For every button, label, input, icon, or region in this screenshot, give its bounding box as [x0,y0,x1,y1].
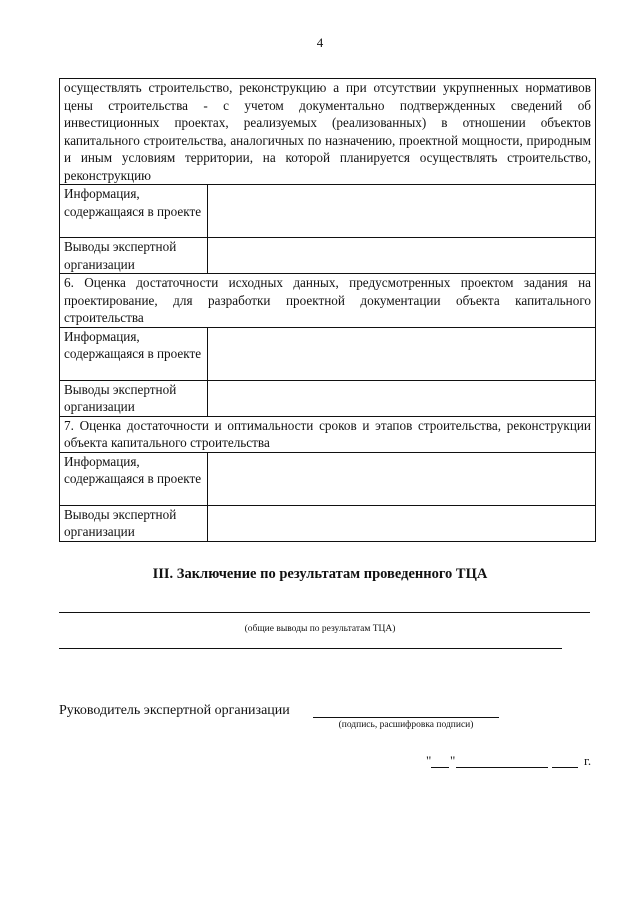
conclusion-section-title: III. Заключение по результатам проведенного ТЦА [152,566,488,582]
conclusions-label-cell: Выводы экспертной организации [60,505,208,541]
date-day-line[interactable] [431,767,449,768]
table-row [60,327,596,380]
signature-line[interactable] [313,717,499,718]
table-row [60,452,596,505]
table-row [60,380,596,416]
table-row [60,274,596,328]
info-label-cell: Информация, содержащаяся в проекте [60,452,208,505]
table-row [60,185,596,238]
conclusion-caption: (общие выводы по результатам ТЦА) [244,624,396,634]
info-value-cell[interactable] [208,327,596,380]
conclusions-value-cell[interactable] [208,505,596,541]
conclusions-value-cell[interactable] [208,380,596,416]
table-row [60,416,596,452]
signature-caption: (подпись, расшифровка подписи) [338,720,474,730]
conclusion-line-2[interactable] [59,648,562,649]
conclusions-label-cell: Выводы экспертной организации [60,380,208,416]
date-year-suffix: г. [584,753,592,768]
table-row [60,505,596,541]
section-heading-6: 6. Оценка достаточности исходных данных, предусмотренных проектом задания на проектирование, для разработки проектной документации объекта капитального строительства [60,274,596,328]
date-year-line[interactable] [552,767,578,768]
table-row [60,238,596,274]
date-close-quote: " [450,753,456,768]
info-label-cell: Информация, содержащаяся в проекте [60,185,208,238]
conclusions-label-cell: Выводы экспертной организации [60,238,208,274]
table-row [60,79,596,185]
date-month-line[interactable] [456,767,548,768]
page-number: 4 [316,35,324,50]
section-heading-7: 7. Оценка достаточности и оптимальности сроков и этапов строительства, реконструкции объекта капитального строительства [60,416,596,452]
signature-label: Руководитель экспертной организации [59,703,290,718]
info-label-cell: Информация, содержащаяся в проекте [60,327,208,380]
date-open-quote: " [426,753,432,768]
info-value-cell[interactable] [208,185,596,238]
conclusion-line-1[interactable] [59,612,590,613]
intro-text-cell: осуществлять строительство, реконструкцию а при отсутствии укрупненных нормативов цены строительства - с учетом документально подтвержденных сведений об инвестиционных проектах, реализуемых (реализованных) в отношении объектов капитального строительства, аналогичных по назначению, проектной мощности, природным и иным условиям территории, на которой планируется осуществлять строительство, реконструкцию [60,79,596,185]
evaluation-table [59,78,596,542]
info-value-cell[interactable] [208,452,596,505]
conclusions-value-cell[interactable] [208,238,596,274]
